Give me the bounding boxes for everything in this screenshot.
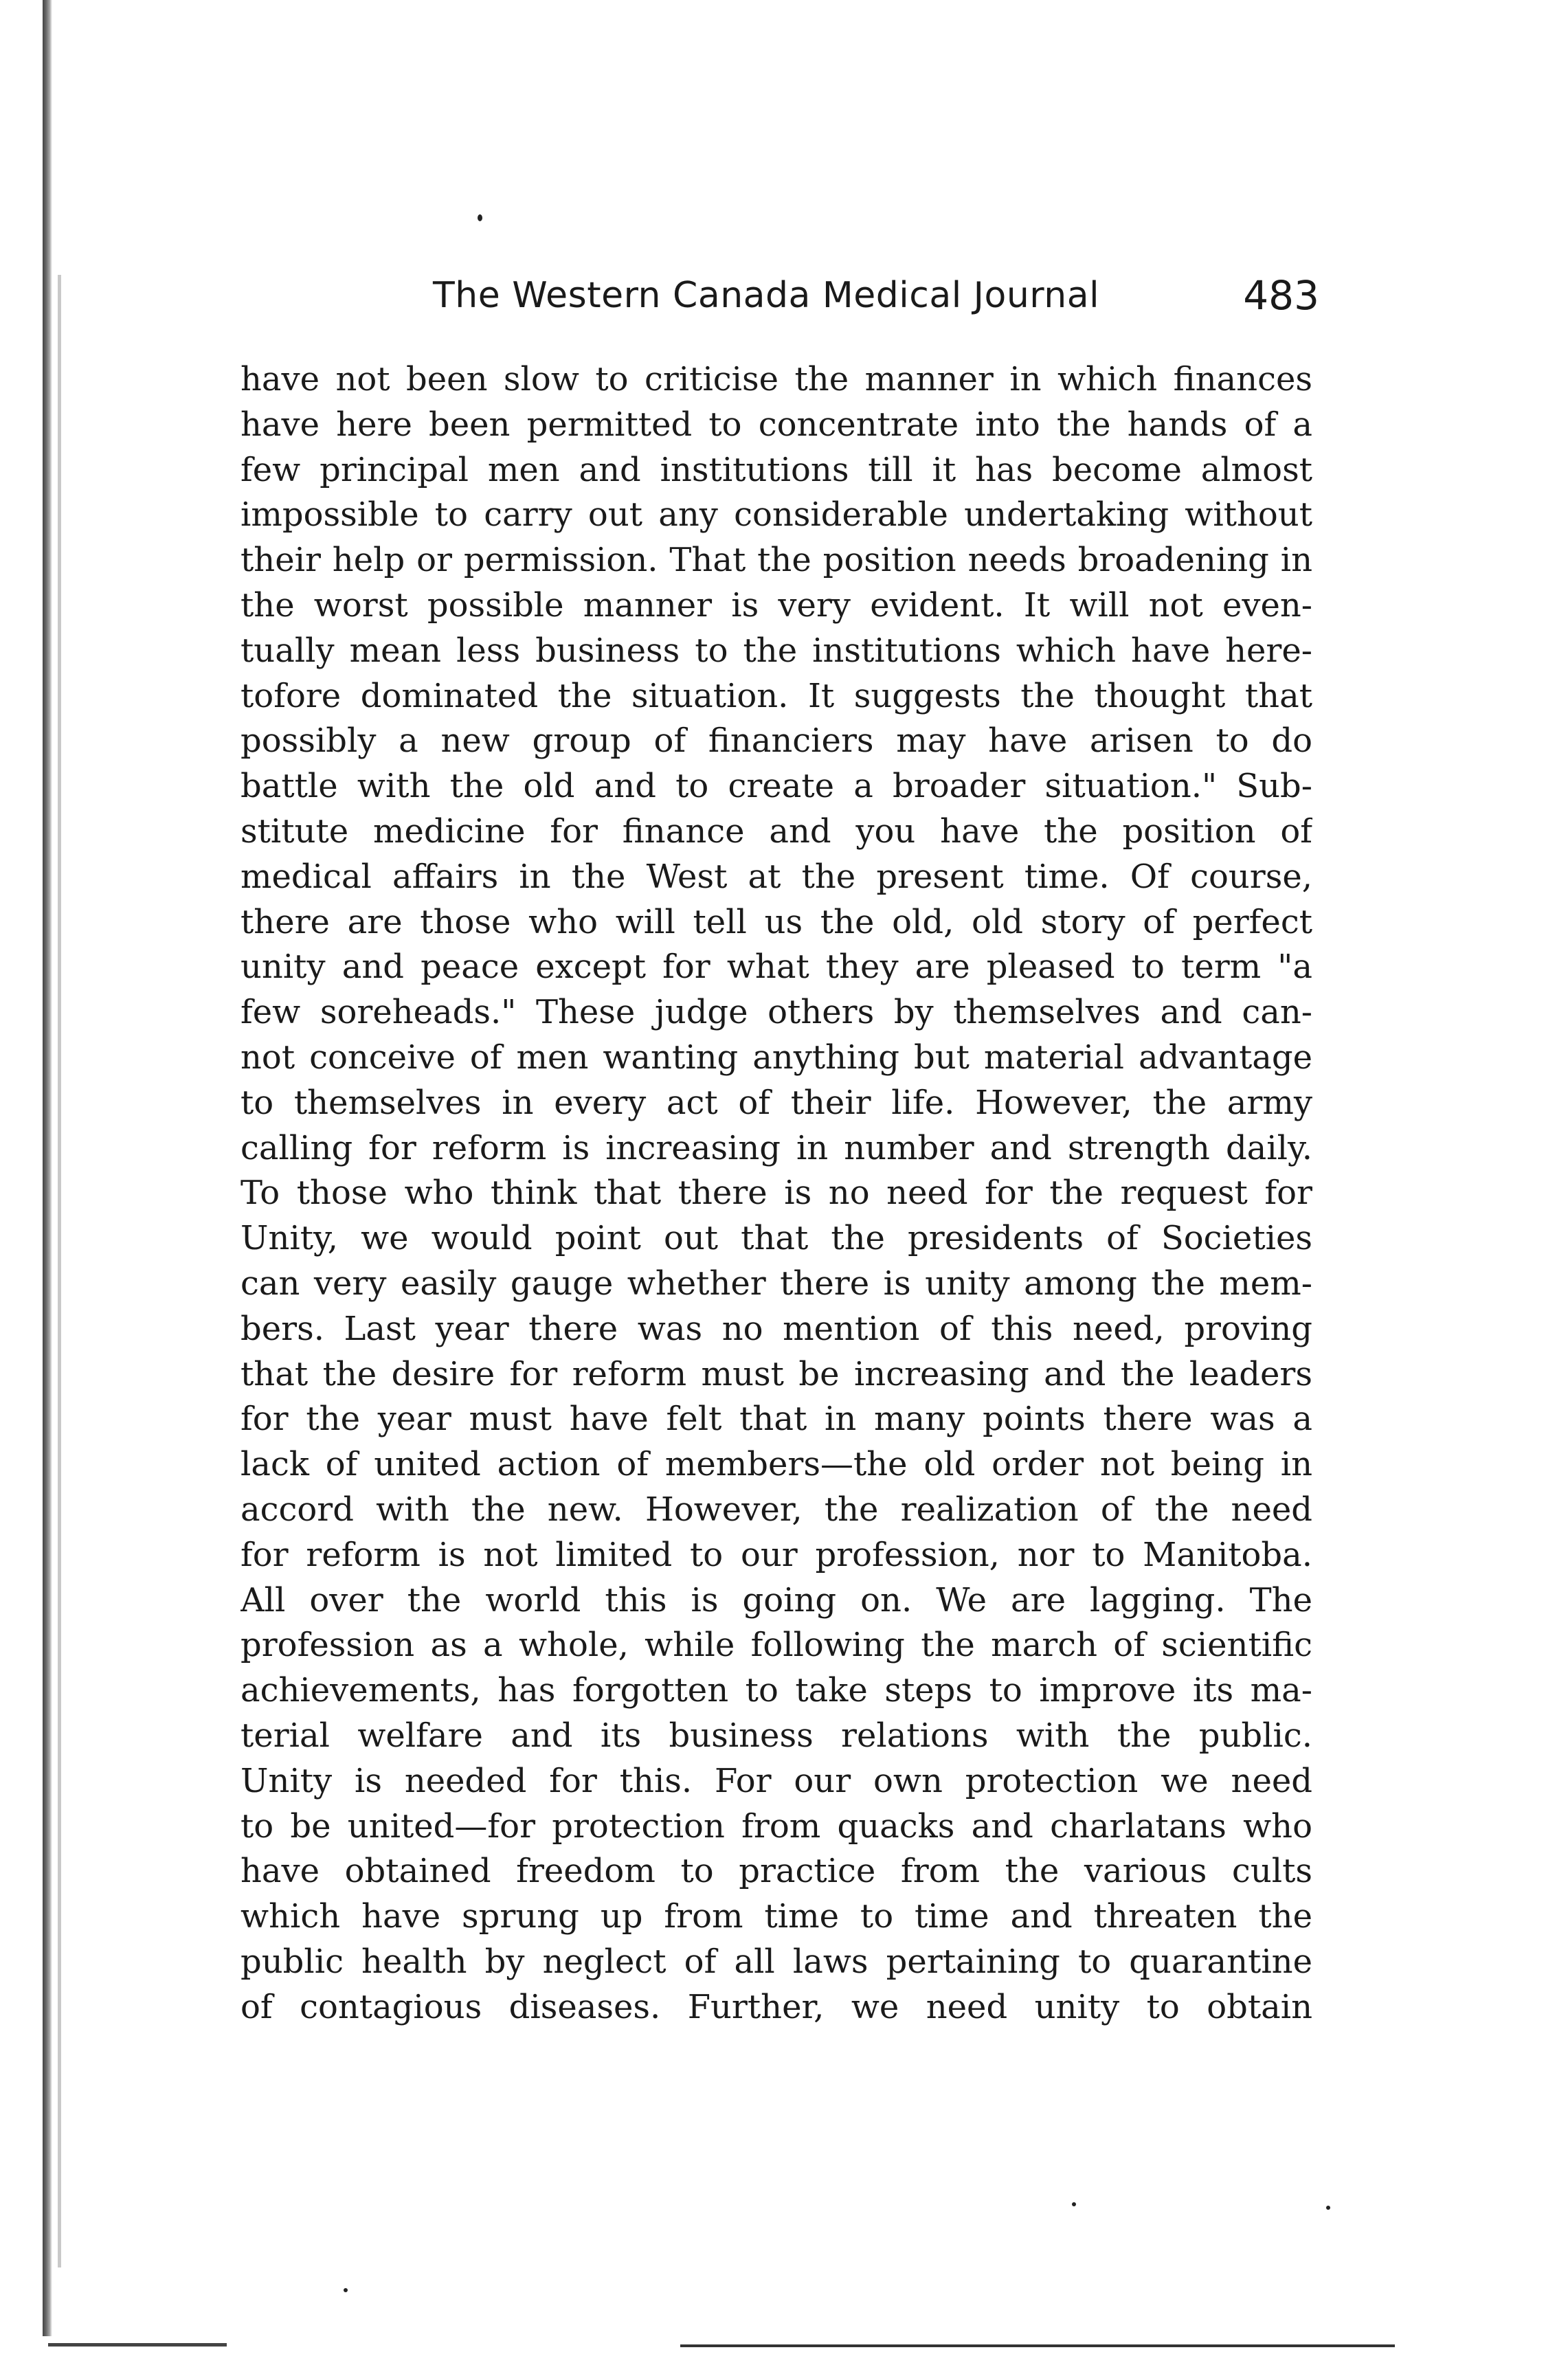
ink-speck bbox=[478, 214, 482, 221]
text-line: of contagious diseases. Further, we need unity to obtain bbox=[240, 1987, 1312, 2026]
text-line: not conceive of men wanting anything but material advantage bbox=[240, 1038, 1312, 1077]
text-line: the worst possible manner is very evident. It will not even- bbox=[240, 585, 1312, 625]
text-line: to be united—for protection from quacks and charlatans who bbox=[240, 1806, 1312, 1846]
text-line: few soreheads." These judge others by themselves and can- bbox=[240, 993, 1312, 1032]
page-header bbox=[433, 261, 1319, 330]
ink-speck bbox=[1072, 2202, 1076, 2206]
text-line: for reform is not limited to our profession, nor to Manitoba. bbox=[240, 1535, 1312, 1574]
text-line: medical affairs in the West at the present time. Of course, bbox=[240, 857, 1312, 896]
text-line: for the year must have felt that in many points there was a bbox=[240, 1400, 1312, 1439]
text-line: tually mean less business to the institutions which have here- bbox=[240, 631, 1312, 670]
binding-edge-streak bbox=[58, 275, 61, 2267]
text-line: accord with the new. However, the realization of the need bbox=[240, 1490, 1312, 1529]
text-line: calling for reform is increasing in number and strength daily. bbox=[240, 1128, 1312, 1167]
text-line: few principal men and institutions till it has become almost bbox=[240, 450, 1312, 489]
page-number: 483 bbox=[1243, 272, 1319, 319]
text-line: bers. Last year there was no mention of this need, proving bbox=[240, 1309, 1312, 1348]
text-line: lack of united action of members—the old order not being in bbox=[240, 1445, 1312, 1484]
text-line: possibly a new group of financiers may have arisen to do bbox=[240, 721, 1312, 761]
footer-smudge bbox=[48, 2343, 227, 2347]
text-line: tofore dominated the situation. It suggests the thought that bbox=[240, 676, 1312, 715]
text-line: unity and peace except for what they are pleased to term "a bbox=[240, 948, 1312, 987]
text-line: have here been permitted to concentrate into the hands of a bbox=[240, 405, 1312, 444]
binding-edge-shadow bbox=[43, 0, 52, 2336]
text-line: have obtained freedom to practice from the various cults bbox=[240, 1852, 1312, 1891]
text-line: have not been slow to criticise the manner in which finances bbox=[240, 360, 1312, 399]
text-line: achievements, has forgotten to take steps to improve its ma- bbox=[240, 1671, 1312, 1710]
text-line: their help or permission. That the position needs broadening in bbox=[240, 541, 1312, 580]
text-line: which have sprung up from time to time and threaten the bbox=[240, 1897, 1312, 1936]
text-line: battle with the old and to create a broader situation." Sub- bbox=[240, 767, 1312, 806]
footer-rule bbox=[680, 2344, 1395, 2347]
text-line: All over the world this is going on. We are lagging. The bbox=[240, 1580, 1312, 1620]
running-title: The Western Canada Medical Journal bbox=[433, 275, 1100, 316]
text-line: there are those who will tell us the old, old story of perfect bbox=[240, 902, 1312, 941]
text-line: Unity is needed for this. For our own protection we need bbox=[240, 1761, 1312, 1800]
text-line: to themselves in every act of their life. However, the army bbox=[240, 1083, 1312, 1122]
ink-speck bbox=[1326, 2206, 1330, 2210]
text-line: that the desire for reform must be increasing and the leaders bbox=[240, 1354, 1312, 1393]
text-line: impossible to carry out any considerable undertaking without bbox=[240, 495, 1312, 535]
body-text bbox=[240, 357, 1312, 2030]
text-line: can very easily gauge whether there is unity among the mem- bbox=[240, 1264, 1312, 1303]
text-line: To those who think that there is no need for the request for bbox=[240, 1174, 1312, 1213]
text-line: profession as a whole, while following the march of scientific bbox=[240, 1626, 1312, 1665]
text-line: Unity, we would point out that the presidents of Societies bbox=[240, 1219, 1312, 1258]
text-line: stitute medicine for finance and you have the position of bbox=[240, 811, 1312, 851]
ink-speck bbox=[344, 2288, 348, 2292]
text-line: terial welfare and its business relations with the public. bbox=[240, 1716, 1312, 1755]
text-line: public health by neglect of all laws pertaining to quarantine bbox=[240, 1942, 1312, 1981]
